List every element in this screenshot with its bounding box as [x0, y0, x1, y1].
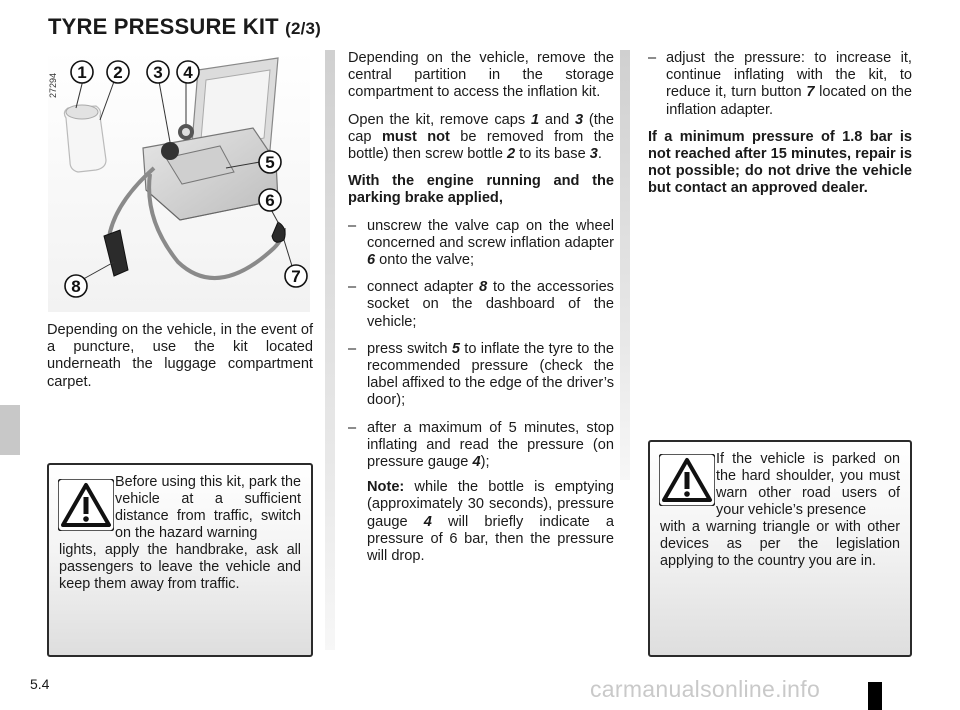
page-corner-mark [868, 682, 882, 710]
column-2 [348, 50, 614, 575]
column-1 [47, 322, 313, 401]
callout-2 [107, 61, 129, 83]
step-unscrew-valve: – unscrew the valve cap on the wheel concerned and screw inflation adapter 6 onto the valve; [348, 218, 614, 270]
column-separator-1 [325, 50, 335, 650]
svg-text:5: 5 [265, 153, 275, 172]
watermark: carmanualsonline.info [590, 676, 821, 702]
page-number: 5.4 [30, 676, 50, 692]
note-paragraph: Note: while the bottle is emptying (approximately 30 seconds), pressure gauge 4 will briefly indicate a pressure of 6 bar, then the pressure will drop. [367, 479, 614, 565]
title-main: TYRE PRESSURE KIT [48, 14, 279, 39]
step-read-pressure: – after a maximum of 5 minutes, stop inflating and read the pressure (on pressure gauge 4); [348, 420, 614, 472]
title-suffix: (2/3) [285, 19, 322, 38]
tyre-kit-illustration [48, 50, 310, 312]
callout-7 [285, 265, 307, 287]
chapter-tab [0, 405, 20, 455]
svg-text:3: 3 [153, 63, 163, 82]
svg-text:6: 6 [265, 191, 275, 210]
warning-box-traffic [47, 463, 313, 657]
partition-paragraph: Depending on the vehicle, remove the central partition in the storage compartment to access the inflation kit. [348, 50, 614, 101]
callout-1 [71, 61, 93, 83]
warning-triangle-icon [659, 454, 715, 506]
page-title [48, 14, 321, 40]
warning-text-wrapped: Before using this kit, park the vehicle at a sufficient distance from traffic, switch on the hazard warning [115, 474, 301, 541]
svg-text:8: 8 [71, 277, 81, 296]
step-connect-adapter: – connect adapter 8 to the accessories socket on the dashboard of the vehicle; [348, 279, 614, 331]
intro-paragraph: Depending on the vehicle, in the event of a puncture, use the kit located underneath the luggage compartment carpet. [47, 322, 313, 390]
svg-text:4: 4 [183, 63, 193, 82]
column-3 [648, 50, 912, 208]
callout-5 [259, 151, 281, 173]
warning-text-full: with a warning triangle or with other devices as per the legislation applying to the country you are in. [660, 519, 900, 569]
svg-text:1: 1 [77, 63, 87, 82]
step-adjust-pressure: – adjust the pressure: to increase it, continue inflating with the kit, to reduce it, turn button 7 located on the inflation adapter. [648, 50, 912, 119]
callout-8 [65, 275, 87, 297]
warning-text-wrapped: If the vehicle is parked on the hard shoulder, you must warn other road users of your vehicle’s presence [716, 451, 900, 518]
warning-triangle-icon [58, 479, 114, 531]
figure-ref: 27294 [48, 72, 58, 98]
warning-box-hard-shoulder [648, 440, 912, 657]
callout-3 [147, 61, 169, 83]
step-press-switch: – press switch 5 to inflate the tyre to the recommended pressure (check the label affixed to the edge of the driver’s door); [348, 341, 614, 410]
svg-text:7: 7 [291, 267, 301, 286]
tyre-kit-drawing [48, 50, 310, 312]
warning-text-full: lights, apply the handbrake, ask all passengers to leave the vehicle and keep them away from traffic. [59, 542, 301, 592]
open-kit-paragraph: Open the kit, remove caps 1 and 3 (the cap must not be removed from the bottle) then screw bottle 2 to its base 3. [348, 111, 615, 163]
minimum-pressure-warning: If a minimum pressure of 1.8 bar is not reached after 15 minutes, repair is not possible; do not drive the vehicle but contact an approved dealer. [648, 128, 912, 197]
svg-text:2: 2 [113, 63, 123, 82]
callout-4 [177, 61, 199, 83]
column-separator-2 [620, 50, 630, 480]
callout-6 [259, 189, 281, 211]
engine-running-heading: With the engine running and the parking brake applied, [348, 173, 614, 207]
